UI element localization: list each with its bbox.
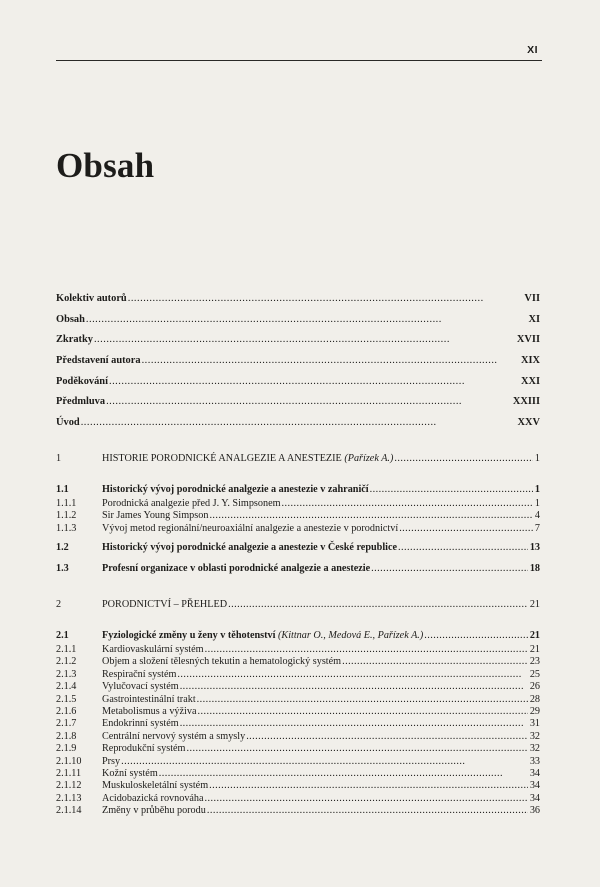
toc-entry-page: 32 — [529, 743, 540, 755]
toc-entry-page: XXV — [517, 417, 540, 429]
section-label: Centrální nervový systém a smysly — [102, 730, 246, 742]
section-label: Muskuloskeletální systém — [102, 780, 209, 792]
dot-leader — [371, 563, 528, 574]
toc-entry-page: 1 — [534, 497, 540, 509]
toc-section-2-1[interactable] — [56, 630, 540, 644]
toc-entry-page: 36 — [529, 805, 540, 817]
toc-subsection-1-1-2[interactable] — [56, 510, 540, 522]
toc-subsection-2-1-1[interactable] — [56, 644, 540, 656]
toc-entry-page: 34 — [529, 780, 540, 792]
section-label: Kožní systém — [102, 767, 158, 779]
dot-leader — [128, 293, 523, 304]
section-number: 2.1.10 — [56, 755, 82, 767]
toc-subsection-2-1-2[interactable] — [56, 656, 540, 668]
section-number: 2.1.12 — [56, 780, 82, 792]
dot-leader — [186, 743, 527, 754]
toc-entry-predmluva[interactable] — [56, 396, 540, 417]
dot-leader — [142, 355, 519, 366]
toc-entry-label: Představení autora — [56, 355, 141, 367]
dot-leader — [246, 731, 528, 742]
chapter-1 — [56, 453, 540, 577]
dot-leader — [106, 396, 511, 407]
toc-entry-kolektiv-autoru[interactable] — [56, 293, 540, 314]
toc-chapter-1[interactable] — [56, 453, 540, 469]
section-number: 2.1.2 — [56, 656, 77, 668]
toc-section-1-2[interactable] — [56, 542, 540, 556]
toc-subsection-2-1-12[interactable] — [56, 780, 540, 792]
dot-leader — [205, 793, 528, 804]
toc-entry-page: 28 — [529, 693, 540, 705]
dot-leader — [399, 523, 533, 534]
page-title: Obsah — [56, 146, 155, 185]
toc-subsection-2-1-10[interactable] — [56, 756, 540, 768]
toc-entry-page: 1 — [534, 483, 540, 495]
toc-subsection-1-1-3[interactable] — [56, 523, 540, 535]
section-label: Prsy — [102, 755, 121, 767]
section-number: 2.1.13 — [56, 792, 82, 804]
toc-entry-page: 7 — [534, 522, 540, 534]
table-of-contents — [56, 293, 540, 817]
toc-section-1-3[interactable] — [56, 563, 540, 577]
toc-entry-label: Předmluva — [56, 396, 106, 408]
toc-entry-page: XXI — [520, 375, 540, 387]
toc-entry-page: 23 — [529, 656, 540, 668]
toc-chapter-2[interactable] — [56, 599, 540, 615]
toc-entry-podekovani[interactable] — [56, 376, 540, 397]
section-label: Respirační systém — [102, 668, 177, 680]
toc-subsection-2-1-4[interactable] — [56, 681, 540, 693]
section-number: 1.1 — [56, 483, 69, 495]
section-label: Acidobazická rovnováha — [102, 792, 204, 804]
toc-section-1-1[interactable] — [56, 484, 540, 498]
dot-leader — [86, 314, 527, 325]
toc-entry-page: 34 — [529, 792, 540, 804]
chapter-2 — [56, 599, 540, 817]
toc-subsection-1-1-1[interactable] — [56, 498, 540, 510]
toc-entry-predstaveni-autora[interactable] — [56, 355, 540, 376]
dot-leader — [197, 694, 528, 705]
toc-entry-page: 33 — [529, 755, 540, 767]
dot-leader — [370, 484, 533, 495]
section-label: Kardiovaskulární systém — [102, 643, 204, 655]
toc-entry-obsah[interactable] — [56, 314, 540, 335]
toc-entry-page: VII — [524, 293, 540, 304]
section-label: Historický vývoj porodnické analgezie a anestezie v zahraničí — [102, 483, 369, 495]
section-label: Endokrinní systém — [102, 718, 179, 730]
dot-leader — [342, 656, 528, 667]
chapter-title: HISTORIE PORODNICKÉ ANALGEZIE A ANESTEZIE (Pařízek A.) — [102, 452, 394, 464]
section-label: Objem a složení tělesných tekutin a hematologický systém — [102, 656, 342, 668]
section-number: 2.1.7 — [56, 718, 77, 730]
section-number: 2.1.6 — [56, 705, 77, 717]
section-label: Metabolismus a výživa — [102, 705, 197, 717]
dot-leader — [109, 376, 519, 387]
section-number: 2.1 — [56, 629, 69, 641]
toc-entry-label: Poděkování — [56, 375, 108, 387]
dot-leader — [205, 644, 528, 655]
toc-entry-page: 32 — [529, 730, 540, 742]
section-number: 1.1.2 — [56, 510, 77, 522]
toc-entry-page: 21 — [529, 598, 540, 610]
dot-leader — [180, 718, 528, 729]
chapter-title: PORODNICTVÍ – PŘEHLED — [102, 598, 228, 610]
toc-entry-label: Zkratky — [56, 334, 93, 346]
section-number: 2.1.8 — [56, 730, 77, 742]
section-number: 2.1.4 — [56, 681, 77, 693]
toc-entry-label: Kolektiv autorů — [56, 293, 127, 304]
toc-subsection-2-1-13[interactable] — [56, 793, 540, 805]
section-number: 1.1.1 — [56, 497, 77, 509]
toc-subsection-2-1-9[interactable] — [56, 743, 540, 755]
toc-subsection-2-1-6[interactable] — [56, 706, 540, 718]
toc-entry-page: XXIII — [512, 396, 540, 408]
dot-leader — [207, 805, 528, 816]
dot-leader — [81, 417, 516, 428]
front-matter-list — [56, 293, 540, 438]
toc-subsection-2-1-7[interactable] — [56, 718, 540, 730]
section-number: 2.1.14 — [56, 805, 82, 817]
toc-entry-page: 13 — [529, 541, 540, 553]
section-label: Gastrointestinální trakt — [102, 693, 196, 705]
dot-leader — [159, 768, 528, 779]
dot-leader — [209, 510, 532, 521]
dot-leader — [121, 756, 528, 767]
section-label: Vývoj metod regionální/neuroaxiální analgezie a anestezie v porodnictví — [102, 522, 399, 534]
dot-leader — [424, 630, 528, 641]
toc-entry-label: Obsah — [56, 313, 85, 325]
section-label: Profesní organizace v oblasti porodnické analgezie a anestezie — [102, 562, 371, 574]
toc-entry-page: XIX — [520, 355, 540, 367]
section-number: 1.2 — [56, 541, 69, 553]
chapter-number: 2 — [56, 598, 62, 610]
toc-entry-page: 25 — [529, 668, 540, 680]
toc-subsection-2-1-8[interactable] — [56, 731, 540, 743]
toc-entry-page: 18 — [529, 562, 540, 574]
chapter-number: 1 — [56, 452, 62, 464]
section-number: 2.1.11 — [56, 767, 82, 779]
dot-leader — [177, 669, 527, 680]
section-label: Historický vývoj porodnické analgezie a anestezie v České republice — [102, 541, 398, 553]
toc-entry-page: 1 — [534, 452, 540, 464]
header-rule — [56, 60, 542, 61]
toc-entry-page: 26 — [529, 681, 540, 693]
toc-entry-label: Úvod — [56, 417, 80, 429]
section-number: 1.1.3 — [56, 522, 77, 534]
dot-leader — [398, 542, 528, 553]
subsection-list — [56, 644, 540, 817]
section-number: 2.1.1 — [56, 643, 77, 655]
dot-leader — [198, 706, 528, 717]
section-authors: (Kittnar O., Medová E., Pařízek A.) — [278, 629, 424, 641]
toc-subsection-2-1-3[interactable] — [56, 669, 540, 681]
toc-entry-page: 4 — [534, 510, 540, 522]
section-label: Fyziologické změny u ženy v těhotenství (Kittnar O., Medová E., Pařízek A.) — [102, 629, 424, 641]
toc-entry-page: 31 — [529, 718, 540, 730]
toc-entry-page: 21 — [529, 643, 540, 655]
chapter-authors: (Pařízek A.) — [344, 452, 394, 464]
toc-entry-page: 29 — [529, 705, 540, 717]
running-page-number: XI — [527, 44, 538, 56]
section-label: Reprodukční systém — [102, 743, 186, 755]
section-number: 2.1.9 — [56, 743, 77, 755]
dot-leader — [180, 681, 528, 692]
toc-entry-zkratky[interactable] — [56, 334, 540, 355]
section-label: Porodnická analgezie před J. Y. Simpsonem — [102, 497, 281, 509]
dot-leader — [94, 334, 515, 345]
toc-entry-page: 34 — [529, 767, 540, 779]
section-number: 2.1.5 — [56, 693, 77, 705]
section-label: Vylučovací systém — [102, 681, 179, 693]
section-number: 1.3 — [56, 562, 69, 574]
section-label: Změny v průběhu porodu — [102, 805, 206, 817]
toc-entry-page: XVII — [516, 334, 540, 346]
dot-leader — [209, 780, 528, 791]
section-number: 2.1.3 — [56, 668, 77, 680]
dot-leader — [394, 453, 533, 464]
dot-leader — [228, 599, 528, 610]
toc-subsection-2-1-14[interactable] — [56, 805, 540, 817]
toc-entry-uvod[interactable] — [56, 417, 540, 438]
toc-subsection-2-1-11[interactable] — [56, 768, 540, 780]
toc-entry-page: 21 — [529, 629, 540, 641]
section-label: Sir James Young Simpson — [102, 510, 209, 522]
toc-subsection-2-1-5[interactable] — [56, 694, 540, 706]
toc-entry-page: XI — [528, 313, 540, 325]
dot-leader — [282, 498, 533, 509]
